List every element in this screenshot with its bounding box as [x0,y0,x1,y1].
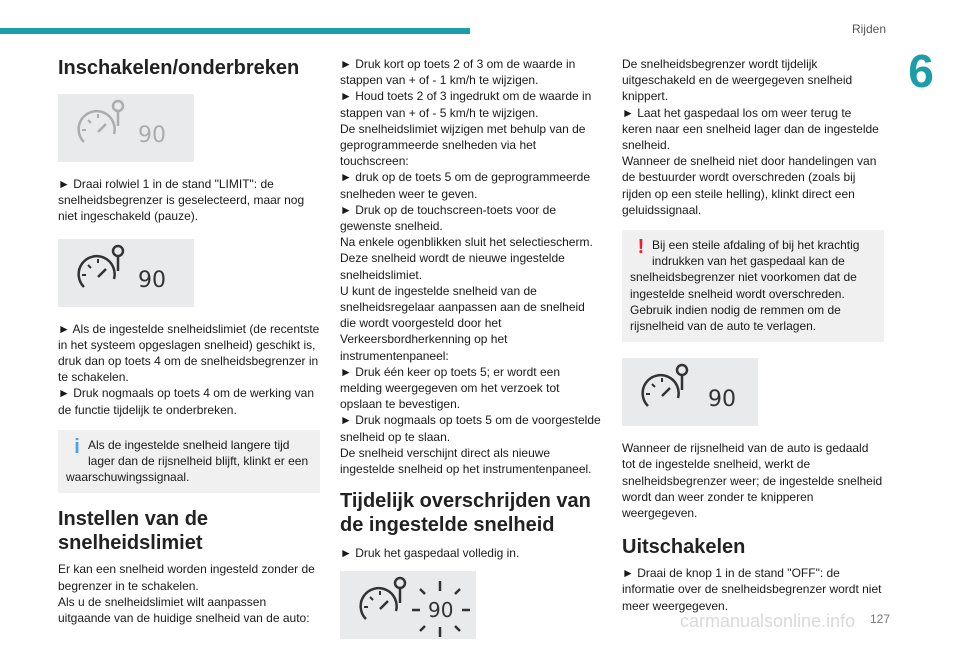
paragraph: U kunt de ingestelde snelheid van de snelheidsregelaar aanpassen aan de snelheid die wordt voorgesteld door het Verkeersbordherkenning op het instrumentenpaneel: [340,283,585,363]
paragraph: Na enkele ogenblikken sluit het selectiescherm. Deze snelheid wordt de nieuwe ingestelde snelheidslimiet. [340,235,593,282]
column-2 [340,56,602,653]
info-text-line2: waarschuwingssignaal. [66,470,190,485]
chapter-number: 6 [908,45,934,97]
paragraph: ► Draai rolwiel 1 in de stand "LIMIT": de snelheidsbegrenzer is geselecteerd, maar nog niet ingeschakeld (pauze). [58,177,305,224]
heading-inschakelen: Inschakelen/onderbreken [58,57,300,79]
speed-value-text: 90 [428,598,454,623]
warning-note [622,230,884,342]
speedometer-icon-dark [622,358,758,426]
paragraph: ► Druk op de touchscreen-toets voor de gewenste snelheid. [340,202,556,234]
paragraph: De snelheidslimiet wijzigen met behulp van de geprogrammeerde snelheden via het touchscreen: [340,121,586,169]
column-3 [622,56,884,614]
section-name: Rijden [851,22,886,36]
warning-text-line2: snelheidsbegrenzer niet voorkomen dat de ingestelde snelheid wordt overschreden. [630,270,857,301]
speed-value-text: 90 [708,387,736,413]
column-1 [58,56,320,626]
paragraph: ► Draai de knop 1 in de stand "OFF": de informatie over de snelheidsbegrenzer wordt niet meer weergegeven. [622,566,882,613]
speedometer-icon-dark [58,239,194,307]
info-note [58,430,320,494]
heading-overschrijden: Tijdelijk overschrijden van de ingestelde snelheid [340,490,591,537]
speed-value-text: 90 [138,123,166,148]
speed-limiter-display-flashing [340,571,476,639]
speed-limiter-display-active [58,239,194,307]
paragraph: Wanneer de rijsnelheid van de auto is gedaald tot de ingestelde snelheid, werkt de snelheidsbegrenzer weer; de ingestelde snelheid wordt dan weer zonder te knipperen weergegeven. [622,441,883,521]
paragraph: Wanneer de snelheid niet door handelingen van de bestuurder wordt overschreden (zoals bij rijden op een steile helling), klinkt direct een geluidssignaal. [622,154,877,217]
heading-instellen: Instellen van de snelheidslimiet [58,508,209,555]
header-accent-bar [0,28,470,34]
paragraph: ► Druk nogmaals op toets 5 om de voorgestelde snelheid op te slaan. [340,413,601,444]
paragraph: Als u de snelheidslimiet wilt aanpassen uitgaande van de huidige snelheid van de auto: [58,594,310,626]
paragraph: De snelheid verschijnt direct als nieuwe ingestelde snelheid op het instrumentenpaneel. [340,445,592,477]
warning-text-line3: Gebruik indien nodig de remmen om de rijsnelheid van de auto te verlagen. [630,302,841,334]
paragraph: ► Houd toets 2 of 3 ingedrukt om de waarde in stappen van + of - 5 km/h te wijzigen. [340,89,592,120]
paragraph: De snelheidsbegrenzer wordt tijdelijk uitgeschakeld en de weergegeven snelheid knippert. [622,57,853,104]
warning-icon: ! [637,236,645,259]
speed-limiter-display-steady [622,358,758,426]
paragraph: Er kan een snelheid worden ingesteld zonder de begrenzer in te schakelen. [58,562,315,593]
paragraph: ► Als de ingestelde snelheidslimiet (de recentste in het systeem opgeslagen snelheid) geschikt is, druk dan op toets 4 om de snelheidsbegrenzer in te schakelen. [58,321,320,385]
speed-value-text: 90 [138,267,166,293]
speed-limiter-display-paused [58,94,194,162]
paragraph: ► Druk het gaspedaal volledig in. [340,546,520,561]
paragraph: ► druk op de toets 5 om de geprogrammeerde snelheden weer te geven. [340,170,591,201]
info-text-line1: Als de ingestelde snelheid langere tijd lager dan de rijsnelheid blijft, klinkt er een [88,437,309,469]
info-icon: i [74,435,80,458]
heading-uitschakelen: Uitschakelen [622,536,746,559]
watermark: carmanualsonline.info [680,611,856,631]
paragraph: ► Druk kort op toets 2 of 3 om de waarde in stappen van + of - 1 km/h te wijzigen. [340,57,576,88]
warning-text-line1: Bij een steile afdaling of bij het krachtig indrukken van het gaspedaal kan de [652,238,860,269]
speedometer-icon-light [58,94,194,162]
page-number: 127 [869,612,890,626]
paragraph: ► Druk één keer op toets 5; er wordt een melding weergegeven om het verzoek tot opslaan te bevestigen. [340,364,560,412]
paragraph: ► Laat het gaspedaal los om weer terug te keren naar een snelheid lager dan de ingestelde snelheid. [622,105,879,153]
paragraph: ► Druk nogmaals op toets 4 om de werking van de functie tijdelijk te onderbreken. [58,386,315,417]
speedometer-flashing-icon [340,571,476,639]
